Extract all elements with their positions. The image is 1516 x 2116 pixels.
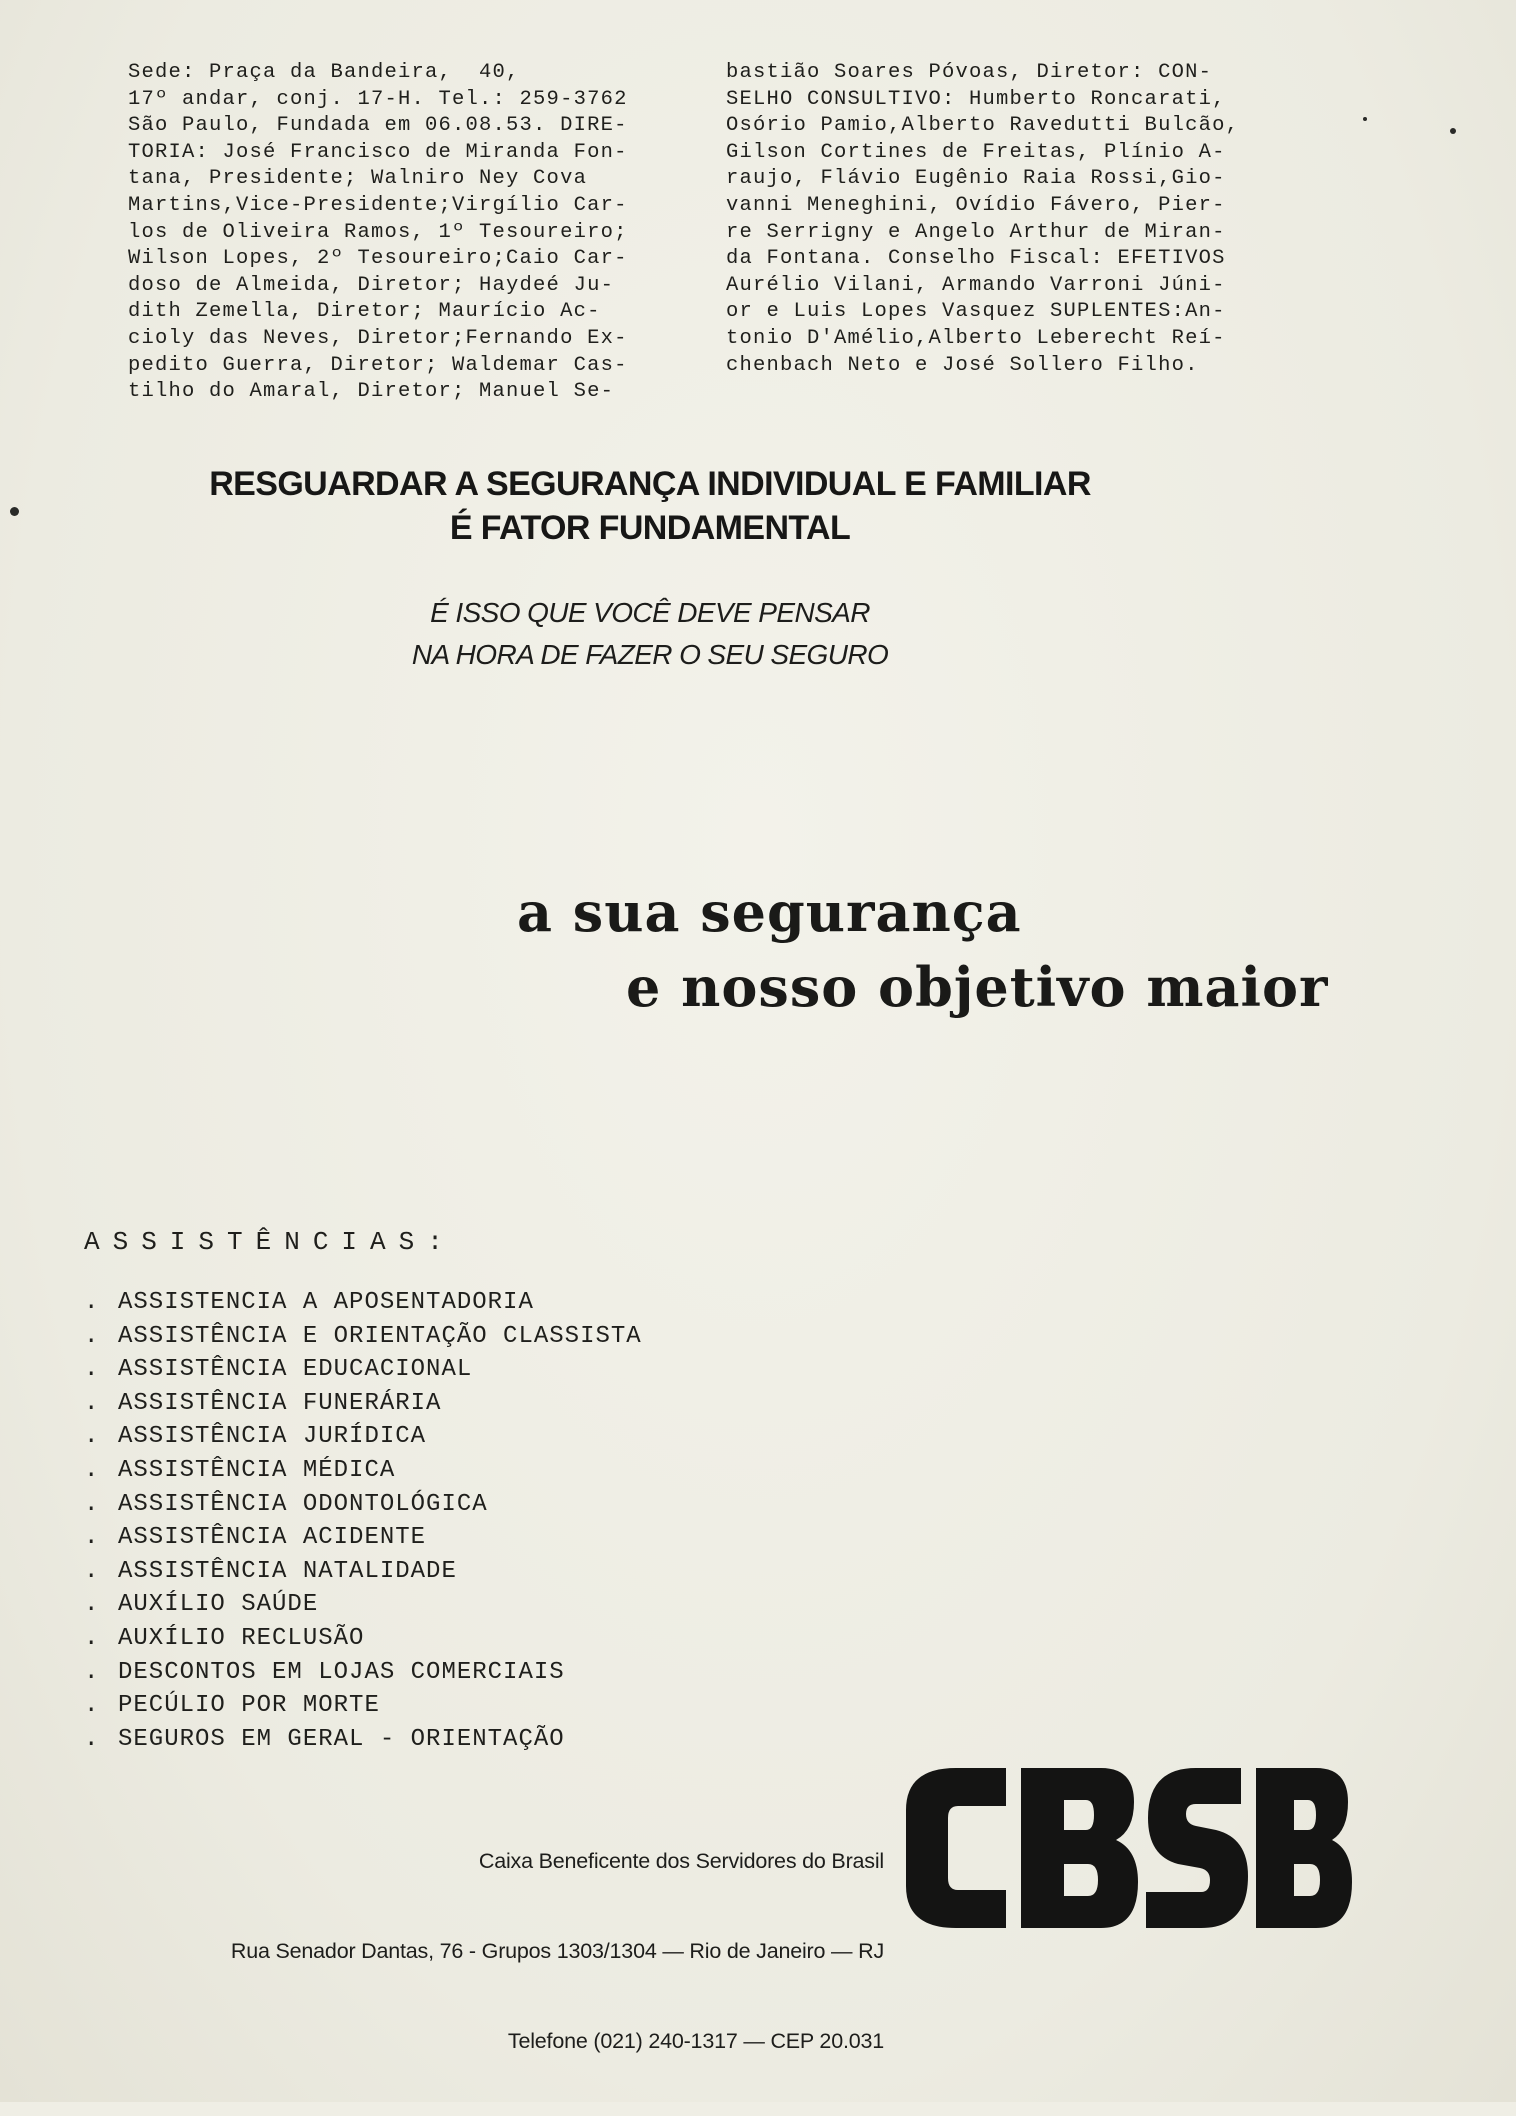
- directory-right-line: SELHO CONSULTIVO: Humberto Roncarati,: [726, 87, 1226, 111]
- assistencia-item: [84, 1588, 642, 1622]
- directory-right-line: vanni Meneghini, Ovídio Fávero, Pier-: [726, 193, 1226, 217]
- directory-left-line: tana, Presidente; Walniro Ney Cova: [128, 167, 588, 191]
- assistencia-item: [84, 1656, 642, 1690]
- slogan-line-1: a sua segurança: [517, 880, 1022, 944]
- directory-right-line: bastião Soares Póvoas, Diretor: CON-: [726, 61, 1213, 84]
- footer-contact: [231, 1786, 884, 2116]
- bullet-dot: .: [84, 1490, 100, 1518]
- assistencias-title: ASSISTÊNCIAS:: [84, 1227, 456, 1257]
- subheadline: [0, 592, 1300, 676]
- assistencia-item-label: AUXÍLIO SAÚDE: [118, 1591, 319, 1619]
- directory-right-line: or e Luis Lopes Vasquez SUPLENTES:An-: [726, 300, 1226, 324]
- footer-phone: Telefone (021) 240-1317 — CEP 20.031: [507, 2029, 884, 2053]
- directory-right-line: re Serrigny e Angelo Arthur de Miran-: [726, 220, 1226, 244]
- bullet-dot: .: [84, 1289, 100, 1316]
- bullet-dot: .: [84, 1557, 100, 1585]
- assistencia-item: [84, 1488, 642, 1522]
- directory-left-line: dith Zemella, Diretor; Maurício Ac-: [128, 300, 601, 324]
- directory-right-line: Gilson Cortines de Freitas, Plínio A-: [726, 140, 1226, 164]
- assistencia-item-label: SEGUROS EM GERAL - ORIENTAÇÃO: [118, 1725, 565, 1753]
- assistencias-list: [84, 1286, 642, 1756]
- directory-left-line: tilho do Amaral, Diretor; Manuel Se-: [128, 380, 615, 404]
- bullet-dot: .: [84, 1322, 100, 1350]
- subheadline-line-1: É ISSO QUE VOCÊ DEVE PENSAR: [430, 597, 870, 628]
- assistencia-item-label: ASSISTÊNCIA MÉDICA: [118, 1456, 396, 1484]
- directory-right-line: chenbach Neto e José Sollero Filho.: [726, 353, 1199, 377]
- assistencia-item-label: ASSISTÊNCIA NATALIDADE: [118, 1557, 457, 1585]
- assistencia-item-label: AUXÍLIO RECLUSÃO: [118, 1624, 365, 1652]
- assistencia-item: [84, 1454, 642, 1488]
- footer-address: Rua Senador Dantas, 76 - Grupos 1303/1304 — Rio de Janeiro — RJ: [230, 1939, 884, 1963]
- directory-left-column: [128, 60, 683, 406]
- bullet-dot: .: [84, 1524, 100, 1552]
- directory-left-line: Wilson Lopes, 2º Tesoureiro;Caio Car-: [128, 247, 628, 271]
- cbsb-logo: [896, 1748, 1356, 1948]
- assistencia-item: [84, 1420, 642, 1454]
- assistencia-item-label: ASSISTÊNCIA ODONTOLÓGICA: [118, 1490, 488, 1518]
- assistencia-item-label: ASSISTÊNCIA ACIDENTE: [118, 1524, 427, 1552]
- assistencia-item: [84, 1320, 642, 1354]
- bullet-dot: .: [84, 1624, 100, 1652]
- print-speck: [1450, 128, 1456, 134]
- bullet-dot: .: [84, 1423, 100, 1451]
- assistencia-item: [84, 1689, 642, 1723]
- bullet-dot: .: [84, 1692, 100, 1720]
- directory-right-line: da Fontana. Conselho Fiscal: EFETIVOS: [726, 247, 1226, 271]
- directory-left-line: Sede: Praça da Bandeira, 40,: [128, 61, 520, 84]
- directory-right-line: tonio D'Amélio,Alberto Leberecht Reí-: [726, 326, 1226, 350]
- bullet-dot: .: [84, 1591, 100, 1619]
- assistencia-item-label: PECÚLIO POR MORTE: [118, 1692, 380, 1720]
- headline-line-1: RESGUARDAR A SEGURANÇA INDIVIDUAL E FAMILIAR: [209, 465, 1091, 503]
- footer-org-name: Caixa Beneficente dos Servidores do Brasil: [478, 1849, 884, 1873]
- directory-right-column: [726, 60, 1281, 379]
- headline: [0, 462, 1300, 550]
- directory-right-line: Osório Pamio,Alberto Ravedutti Bulcão,: [726, 114, 1240, 138]
- directory-left-line: los de Oliveira Ramos, 1º Tesoureiro;: [128, 220, 628, 244]
- directory-left-line: cioly das Neves, Diretor;Fernando Ex-: [128, 326, 628, 350]
- bullet-dot: .: [84, 1658, 100, 1686]
- assistencia-item: [84, 1622, 642, 1656]
- assistencia-item: [84, 1555, 642, 1589]
- assistencia-item: [84, 1521, 642, 1555]
- assistencia-item-label: ASSISTÊNCIA FUNERÁRIA: [118, 1389, 442, 1417]
- assistencia-item-label: ASSISTÊNCIA EDUCACIONAL: [118, 1356, 473, 1384]
- assistencia-item-label: ASSISTENCIA A APOSENTADORIA: [118, 1289, 534, 1316]
- assistencia-item-label: DESCONTOS EM LOJAS COMERCIAIS: [118, 1658, 565, 1686]
- subheadline-line-2: NA HORA DE FAZER O SEU SEGURO: [411, 639, 889, 670]
- print-speck: [1363, 117, 1367, 121]
- assistencia-item: [84, 1723, 642, 1757]
- assistencia-item: [84, 1387, 642, 1421]
- directory-right-line: Aurélio Vilani, Armando Varroni Júni-: [726, 273, 1226, 297]
- assistencia-item-label: ASSISTÊNCIA JURÍDICA: [118, 1423, 427, 1451]
- headline-line-2: É FATOR FUNDAMENTAL: [449, 509, 851, 547]
- directory-right-line: raujo, Flávio Eugênio Raia Rossi,Gio-: [726, 167, 1226, 191]
- directory-left-line: 17º andar, conj. 17-H. Tel.: 259-3762: [128, 87, 628, 111]
- assistencia-item: [84, 1286, 642, 1320]
- directory-left-line: Martins,Vice-Presidente;Virgílio Car-: [128, 193, 628, 217]
- bullet-dot: .: [84, 1456, 100, 1484]
- directory-left-line: pedito Guerra, Diretor; Waldemar Cas-: [128, 353, 628, 377]
- directory-left-line: doso de Almeida, Diretor; Haydeé Ju-: [128, 273, 615, 297]
- print-speck: [10, 507, 19, 516]
- bullet-dot: .: [84, 1389, 100, 1417]
- bullet-dot: .: [84, 1356, 100, 1384]
- assistencia-item: [84, 1353, 642, 1387]
- directory-left-line: TORIA: José Francisco de Miranda Fon-: [128, 140, 628, 164]
- directory-left-line: São Paulo, Fundada em 06.08.53. DIRE-: [128, 114, 628, 138]
- slogan-line-2: e nosso objetivo maior: [626, 955, 1329, 1019]
- bullet-dot: .: [84, 1725, 100, 1753]
- assistencia-item-label: ASSISTÊNCIA E ORIENTAÇÃO CLASSISTA: [118, 1322, 642, 1350]
